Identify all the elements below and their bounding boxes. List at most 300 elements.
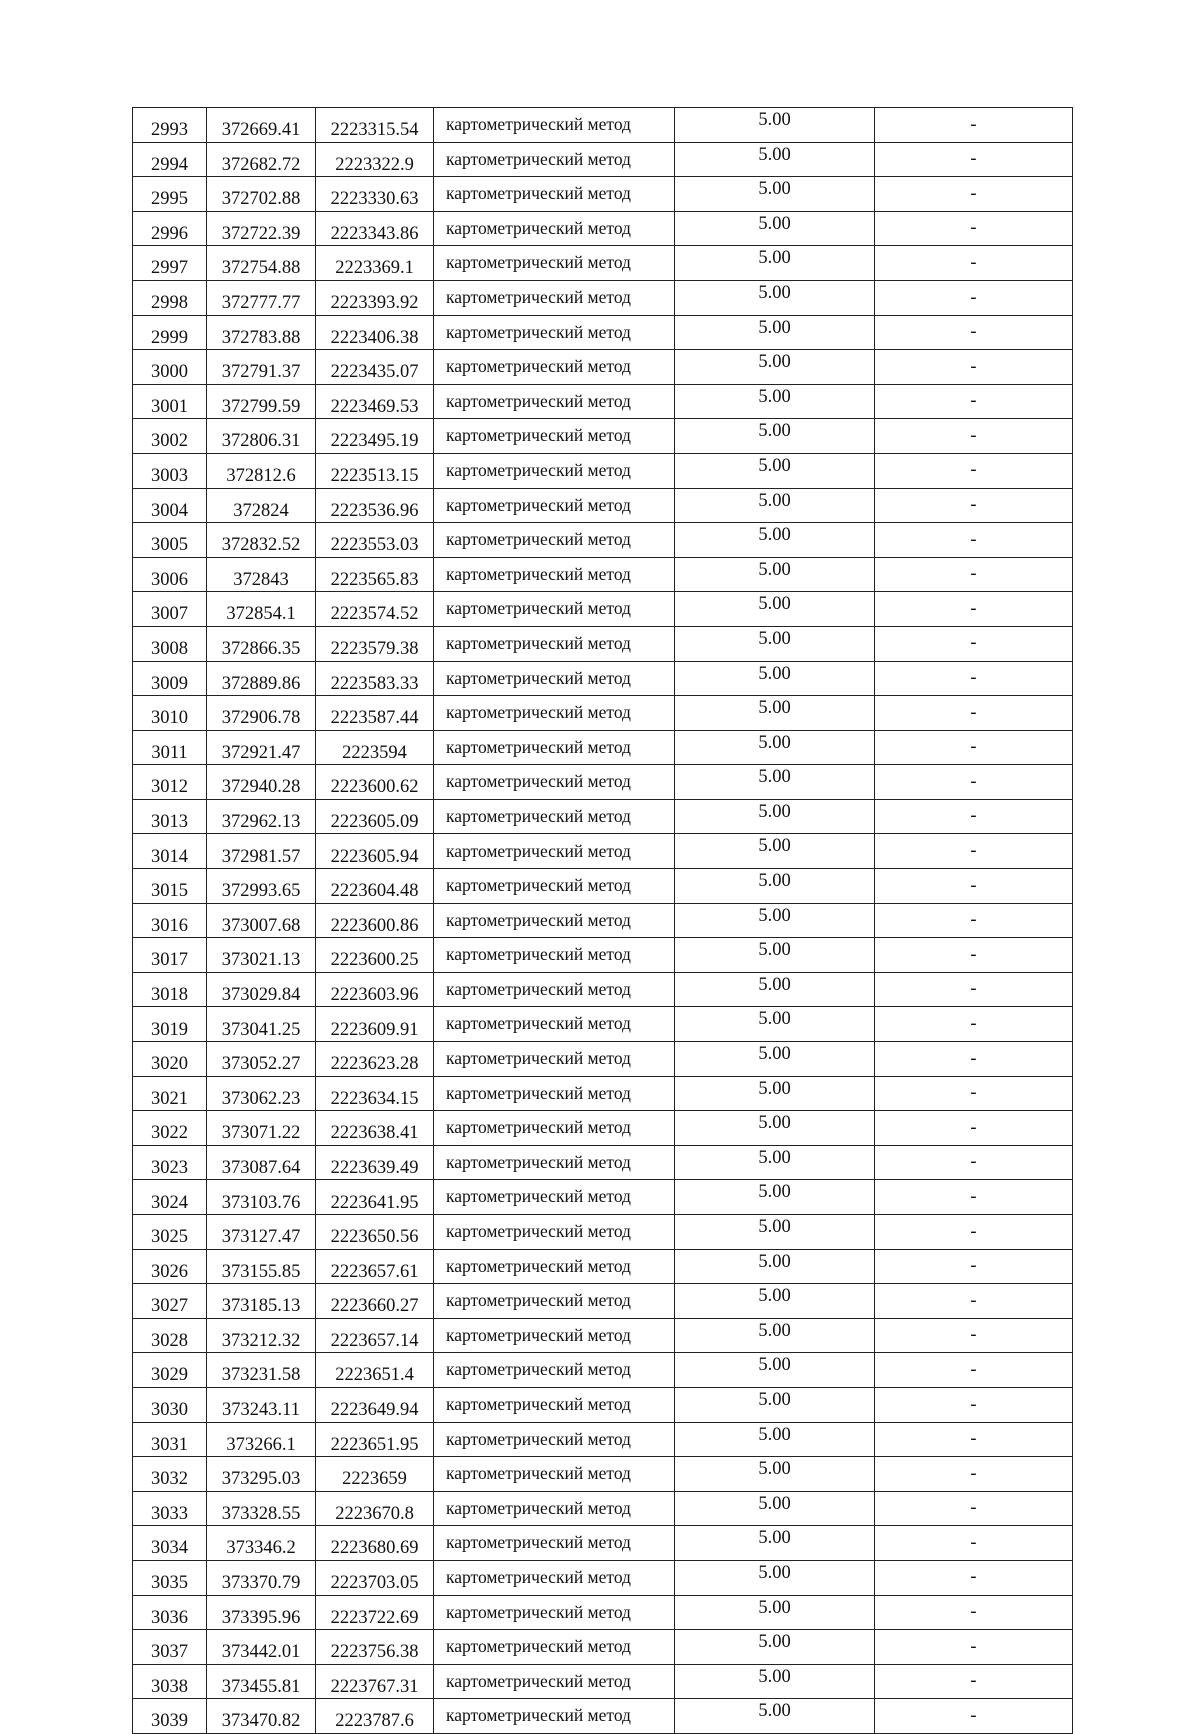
accuracy-cell: 5.00: [675, 315, 875, 350]
x-coordinate-cell: 373007.68: [207, 903, 316, 938]
table-row: [133, 557, 1073, 592]
y-coordinate-cell: 2223703.05: [316, 1560, 434, 1595]
description-cell: -: [875, 1042, 1073, 1077]
y-coordinate-cell: 2223330.63: [316, 177, 434, 212]
y-coordinate-cell: 2223587.44: [316, 696, 434, 731]
description-cell: -: [875, 730, 1073, 765]
point-number-cell: 3033: [133, 1491, 207, 1526]
y-coordinate-cell: 2223594: [316, 730, 434, 765]
y-coordinate-cell: 2223605.09: [316, 799, 434, 834]
method-cell: картометрический метод: [434, 557, 675, 592]
description-cell: -: [875, 1284, 1073, 1319]
method-cell: картометрический метод: [434, 592, 675, 627]
accuracy-cell: 5.00: [675, 661, 875, 696]
accuracy-cell: 5.00: [675, 730, 875, 765]
x-coordinate-cell: 372854.1: [207, 592, 316, 627]
description-cell: -: [875, 834, 1073, 869]
point-number-cell: 3021: [133, 1076, 207, 1111]
method-cell: картометрический метод: [434, 1457, 675, 1492]
table-row: [133, 1318, 1073, 1353]
accuracy-cell: 5.00: [675, 523, 875, 558]
y-coordinate-cell: 2223650.56: [316, 1215, 434, 1250]
method-cell: картометрический метод: [434, 1664, 675, 1699]
point-number-cell: 3024: [133, 1180, 207, 1215]
accuracy-cell: 5.00: [675, 211, 875, 246]
x-coordinate-cell: 373328.55: [207, 1491, 316, 1526]
x-coordinate-cell: 373052.27: [207, 1042, 316, 1077]
y-coordinate-cell: 2223603.96: [316, 972, 434, 1007]
accuracy-cell: 5.00: [675, 1180, 875, 1215]
y-coordinate-cell: 2223343.86: [316, 211, 434, 246]
y-coordinate-cell: 2223649.94: [316, 1387, 434, 1422]
x-coordinate-cell: 373212.32: [207, 1318, 316, 1353]
x-coordinate-cell: 372682.72: [207, 142, 316, 177]
y-coordinate-cell: 2223767.31: [316, 1664, 434, 1699]
table-row: [133, 488, 1073, 523]
x-coordinate-cell: 372866.35: [207, 626, 316, 661]
table-row: [133, 523, 1073, 558]
point-number-cell: 3032: [133, 1457, 207, 1492]
x-coordinate-cell: 373243.11: [207, 1387, 316, 1422]
x-coordinate-cell: 373370.79: [207, 1560, 316, 1595]
x-coordinate-cell: 372993.65: [207, 869, 316, 904]
method-cell: картометрический метод: [434, 1042, 675, 1077]
description-cell: -: [875, 523, 1073, 558]
table-row: [133, 903, 1073, 938]
x-coordinate-cell: 373103.76: [207, 1180, 316, 1215]
table-row: [133, 799, 1073, 834]
method-cell: картометрический метод: [434, 799, 675, 834]
accuracy-cell: 5.00: [675, 1145, 875, 1180]
accuracy-cell: 5.00: [675, 1595, 875, 1630]
y-coordinate-cell: 2223553.03: [316, 523, 434, 558]
y-coordinate-cell: 2223651.95: [316, 1422, 434, 1457]
method-cell: картометрический метод: [434, 315, 675, 350]
point-number-cell: 3008: [133, 626, 207, 661]
table-row: [133, 246, 1073, 281]
point-number-cell: 3009: [133, 661, 207, 696]
table-row: [133, 1249, 1073, 1284]
method-cell: картометрический метод: [434, 1699, 675, 1734]
method-cell: картометрический метод: [434, 350, 675, 385]
x-coordinate-cell: 373062.23: [207, 1076, 316, 1111]
x-coordinate-cell: 372806.31: [207, 419, 316, 454]
method-cell: картометрический метод: [434, 1180, 675, 1215]
accuracy-cell: 5.00: [675, 453, 875, 488]
y-coordinate-cell: 2223670.8: [316, 1491, 434, 1526]
y-coordinate-cell: 2223722.69: [316, 1595, 434, 1630]
table-row: [133, 384, 1073, 419]
description-cell: -: [875, 696, 1073, 731]
point-number-cell: 3018: [133, 972, 207, 1007]
table-row: [133, 1353, 1073, 1388]
accuracy-cell: 5.00: [675, 557, 875, 592]
table-row: [133, 1595, 1073, 1630]
description-cell: -: [875, 799, 1073, 834]
point-number-cell: 3022: [133, 1111, 207, 1146]
point-number-cell: 3003: [133, 453, 207, 488]
accuracy-cell: 5.00: [675, 869, 875, 904]
accuracy-cell: 5.00: [675, 1491, 875, 1526]
method-cell: картометрический метод: [434, 869, 675, 904]
table-row: [133, 1422, 1073, 1457]
y-coordinate-cell: 2223639.49: [316, 1145, 434, 1180]
y-coordinate-cell: 2223623.28: [316, 1042, 434, 1077]
description-cell: -: [875, 1353, 1073, 1388]
method-cell: картометрический метод: [434, 488, 675, 523]
y-coordinate-cell: 2223495.19: [316, 419, 434, 454]
y-coordinate-cell: 2223604.48: [316, 869, 434, 904]
point-number-cell: 3038: [133, 1664, 207, 1699]
x-coordinate-cell: 372722.39: [207, 211, 316, 246]
method-cell: картометрический метод: [434, 142, 675, 177]
point-number-cell: 3039: [133, 1699, 207, 1734]
description-cell: -: [875, 453, 1073, 488]
y-coordinate-cell: 2223322.9: [316, 142, 434, 177]
description-cell: -: [875, 1215, 1073, 1250]
point-number-cell: 3029: [133, 1353, 207, 1388]
table-row: [133, 938, 1073, 973]
x-coordinate-cell: 372843: [207, 557, 316, 592]
method-cell: картометрический метод: [434, 1387, 675, 1422]
description-cell: -: [875, 384, 1073, 419]
x-coordinate-cell: 372812.6: [207, 453, 316, 488]
accuracy-cell: 5.00: [675, 142, 875, 177]
table-row: [133, 1560, 1073, 1595]
point-number-cell: 3010: [133, 696, 207, 731]
point-number-cell: 2996: [133, 211, 207, 246]
point-number-cell: 3015: [133, 869, 207, 904]
x-coordinate-cell: 372981.57: [207, 834, 316, 869]
accuracy-cell: 5.00: [675, 1630, 875, 1665]
table-row: [133, 765, 1073, 800]
table-row: [133, 108, 1073, 143]
accuracy-cell: 5.00: [675, 1111, 875, 1146]
description-cell: -: [875, 488, 1073, 523]
method-cell: картометрический метод: [434, 1560, 675, 1595]
accuracy-cell: 5.00: [675, 1664, 875, 1699]
description-cell: -: [875, 1630, 1073, 1665]
x-coordinate-cell: 373231.58: [207, 1353, 316, 1388]
point-number-cell: 3020: [133, 1042, 207, 1077]
point-number-cell: 3035: [133, 1560, 207, 1595]
method-cell: картометрический метод: [434, 384, 675, 419]
method-cell: картометрический метод: [434, 1526, 675, 1561]
method-cell: картометрический метод: [434, 765, 675, 800]
table-row: [133, 350, 1073, 385]
x-coordinate-cell: 372906.78: [207, 696, 316, 731]
description-cell: -: [875, 557, 1073, 592]
y-coordinate-cell: 2223641.95: [316, 1180, 434, 1215]
y-coordinate-cell: 2223600.62: [316, 765, 434, 800]
description-cell: -: [875, 1422, 1073, 1457]
method-cell: картометрический метод: [434, 177, 675, 212]
description-cell: -: [875, 869, 1073, 904]
accuracy-cell: 5.00: [675, 972, 875, 1007]
description-cell: -: [875, 350, 1073, 385]
x-coordinate-cell: 372702.88: [207, 177, 316, 212]
coordinates-table: [132, 107, 1073, 1734]
y-coordinate-cell: 2223565.83: [316, 557, 434, 592]
point-number-cell: 3031: [133, 1422, 207, 1457]
table-row: [133, 834, 1073, 869]
method-cell: картометрический метод: [434, 1215, 675, 1250]
point-number-cell: 3011: [133, 730, 207, 765]
table-row: [133, 453, 1073, 488]
description-cell: -: [875, 903, 1073, 938]
point-number-cell: 3019: [133, 1007, 207, 1042]
method-cell: картометрический метод: [434, 938, 675, 973]
method-cell: картометрический метод: [434, 1353, 675, 1388]
method-cell: картометрический метод: [434, 246, 675, 281]
description-cell: -: [875, 592, 1073, 627]
y-coordinate-cell: 2223513.15: [316, 453, 434, 488]
x-coordinate-cell: 373071.22: [207, 1111, 316, 1146]
description-cell: -: [875, 1664, 1073, 1699]
method-cell: картометрический метод: [434, 1595, 675, 1630]
point-number-cell: 3025: [133, 1215, 207, 1250]
table-row: [133, 1111, 1073, 1146]
table-row: [133, 1076, 1073, 1111]
description-cell: -: [875, 315, 1073, 350]
table-row: [133, 1664, 1073, 1699]
accuracy-cell: 5.00: [675, 1560, 875, 1595]
accuracy-cell: 5.00: [675, 799, 875, 834]
table-row: [133, 1457, 1073, 1492]
description-cell: -: [875, 246, 1073, 281]
accuracy-cell: 5.00: [675, 384, 875, 419]
y-coordinate-cell: 2223574.52: [316, 592, 434, 627]
accuracy-cell: 5.00: [675, 108, 875, 143]
x-coordinate-cell: 372799.59: [207, 384, 316, 419]
point-number-cell: 3013: [133, 799, 207, 834]
coordinates-table-body: [133, 108, 1073, 1734]
point-number-cell: 3016: [133, 903, 207, 938]
y-coordinate-cell: 2223756.38: [316, 1630, 434, 1665]
method-cell: картометрический метод: [434, 730, 675, 765]
x-coordinate-cell: 373442.01: [207, 1630, 316, 1665]
point-number-cell: 3028: [133, 1318, 207, 1353]
table-row: [133, 869, 1073, 904]
y-coordinate-cell: 2223657.14: [316, 1318, 434, 1353]
x-coordinate-cell: 373041.25: [207, 1007, 316, 1042]
method-cell: картометрический метод: [434, 1630, 675, 1665]
method-cell: картометрический метод: [434, 1145, 675, 1180]
description-cell: -: [875, 108, 1073, 143]
description-cell: -: [875, 1560, 1073, 1595]
method-cell: картометрический метод: [434, 211, 675, 246]
accuracy-cell: 5.00: [675, 246, 875, 281]
description-cell: -: [875, 142, 1073, 177]
table-row: [133, 1630, 1073, 1665]
method-cell: картометрический метод: [434, 523, 675, 558]
point-number-cell: 2993: [133, 108, 207, 143]
y-coordinate-cell: 2223579.38: [316, 626, 434, 661]
accuracy-cell: 5.00: [675, 1076, 875, 1111]
accuracy-cell: 5.00: [675, 903, 875, 938]
accuracy-cell: 5.00: [675, 1699, 875, 1734]
x-coordinate-cell: 373087.64: [207, 1145, 316, 1180]
description-cell: -: [875, 1318, 1073, 1353]
point-number-cell: 3026: [133, 1249, 207, 1284]
point-number-cell: 3005: [133, 523, 207, 558]
accuracy-cell: 5.00: [675, 177, 875, 212]
method-cell: картометрический метод: [434, 1422, 675, 1457]
x-coordinate-cell: 373295.03: [207, 1457, 316, 1492]
x-coordinate-cell: 372889.86: [207, 661, 316, 696]
accuracy-cell: 5.00: [675, 696, 875, 731]
point-number-cell: 3034: [133, 1526, 207, 1561]
description-cell: -: [875, 1699, 1073, 1734]
table-row: [133, 1387, 1073, 1422]
y-coordinate-cell: 2223600.25: [316, 938, 434, 973]
accuracy-cell: 5.00: [675, 1007, 875, 1042]
y-coordinate-cell: 2223680.69: [316, 1526, 434, 1561]
y-coordinate-cell: 2223600.86: [316, 903, 434, 938]
accuracy-cell: 5.00: [675, 1284, 875, 1319]
table-row: [133, 1526, 1073, 1561]
description-cell: -: [875, 1076, 1073, 1111]
y-coordinate-cell: 2223406.38: [316, 315, 434, 350]
accuracy-cell: 5.00: [675, 280, 875, 315]
x-coordinate-cell: 372669.41: [207, 108, 316, 143]
method-cell: картометрический метод: [434, 1284, 675, 1319]
x-coordinate-cell: 372962.13: [207, 799, 316, 834]
point-number-cell: 2999: [133, 315, 207, 350]
point-number-cell: 3002: [133, 419, 207, 454]
point-number-cell: 3007: [133, 592, 207, 627]
point-number-cell: 3027: [133, 1284, 207, 1319]
point-number-cell: 2995: [133, 177, 207, 212]
point-number-cell: 2994: [133, 142, 207, 177]
x-coordinate-cell: 373266.1: [207, 1422, 316, 1457]
table-row: [133, 730, 1073, 765]
method-cell: картометрический метод: [434, 903, 675, 938]
y-coordinate-cell: 2223634.15: [316, 1076, 434, 1111]
accuracy-cell: 5.00: [675, 1215, 875, 1250]
y-coordinate-cell: 2223651.4: [316, 1353, 434, 1388]
y-coordinate-cell: 2223659: [316, 1457, 434, 1492]
method-cell: картометрический метод: [434, 661, 675, 696]
table-row: [133, 280, 1073, 315]
x-coordinate-cell: 372791.37: [207, 350, 316, 385]
method-cell: картометрический метод: [434, 1249, 675, 1284]
accuracy-cell: 5.00: [675, 834, 875, 869]
y-coordinate-cell: 2223369.1: [316, 246, 434, 281]
x-coordinate-cell: 373455.81: [207, 1664, 316, 1699]
y-coordinate-cell: 2223435.07: [316, 350, 434, 385]
y-coordinate-cell: 2223660.27: [316, 1284, 434, 1319]
y-coordinate-cell: 2223536.96: [316, 488, 434, 523]
method-cell: картометрический метод: [434, 1111, 675, 1146]
description-cell: -: [875, 1457, 1073, 1492]
point-number-cell: 3017: [133, 938, 207, 973]
description-cell: -: [875, 661, 1073, 696]
x-coordinate-cell: 372783.88: [207, 315, 316, 350]
accuracy-cell: 5.00: [675, 1353, 875, 1388]
accuracy-cell: 5.00: [675, 938, 875, 973]
y-coordinate-cell: 2223315.54: [316, 108, 434, 143]
point-number-cell: 2998: [133, 280, 207, 315]
method-cell: картометрический метод: [434, 1076, 675, 1111]
point-number-cell: 3037: [133, 1630, 207, 1665]
table-row: [133, 1699, 1073, 1734]
x-coordinate-cell: 373470.82: [207, 1699, 316, 1734]
table-row: [133, 177, 1073, 212]
x-coordinate-cell: 373021.13: [207, 938, 316, 973]
method-cell: картометрический метод: [434, 972, 675, 1007]
accuracy-cell: 5.00: [675, 1457, 875, 1492]
x-coordinate-cell: 372921.47: [207, 730, 316, 765]
x-coordinate-cell: 373346.2: [207, 1526, 316, 1561]
point-number-cell: 3030: [133, 1387, 207, 1422]
table-row: [133, 419, 1073, 454]
x-coordinate-cell: 372777.77: [207, 280, 316, 315]
point-number-cell: 3012: [133, 765, 207, 800]
table-row: [133, 626, 1073, 661]
description-cell: -: [875, 1145, 1073, 1180]
table-row: [133, 1215, 1073, 1250]
y-coordinate-cell: 2223605.94: [316, 834, 434, 869]
accuracy-cell: 5.00: [675, 1387, 875, 1422]
description-cell: -: [875, 938, 1073, 973]
y-coordinate-cell: 2223609.91: [316, 1007, 434, 1042]
table-row: [133, 315, 1073, 350]
description-cell: -: [875, 626, 1073, 661]
description-cell: -: [875, 1387, 1073, 1422]
point-number-cell: 2997: [133, 246, 207, 281]
table-row: [133, 1042, 1073, 1077]
method-cell: картометрический метод: [434, 453, 675, 488]
x-coordinate-cell: 373029.84: [207, 972, 316, 1007]
x-coordinate-cell: 373127.47: [207, 1215, 316, 1250]
method-cell: картометрический метод: [434, 108, 675, 143]
accuracy-cell: 5.00: [675, 1042, 875, 1077]
table-row: [133, 696, 1073, 731]
x-coordinate-cell: 372754.88: [207, 246, 316, 281]
method-cell: картометрический метод: [434, 834, 675, 869]
table-row: [133, 142, 1073, 177]
description-cell: -: [875, 1007, 1073, 1042]
method-cell: картометрический метод: [434, 626, 675, 661]
y-coordinate-cell: 2223583.33: [316, 661, 434, 696]
table-row: [133, 972, 1073, 1007]
method-cell: картометрический метод: [434, 280, 675, 315]
method-cell: картометрический метод: [434, 1491, 675, 1526]
accuracy-cell: 5.00: [675, 488, 875, 523]
point-number-cell: 3000: [133, 350, 207, 385]
table-row: [133, 1491, 1073, 1526]
table-row: [133, 1007, 1073, 1042]
y-coordinate-cell: 2223787.6: [316, 1699, 434, 1734]
accuracy-cell: 5.00: [675, 1249, 875, 1284]
description-cell: -: [875, 419, 1073, 454]
method-cell: картометрический метод: [434, 1318, 675, 1353]
x-coordinate-cell: 372832.52: [207, 523, 316, 558]
accuracy-cell: 5.00: [675, 626, 875, 661]
table-row: [133, 211, 1073, 246]
table-row: [133, 1145, 1073, 1180]
description-cell: -: [875, 1526, 1073, 1561]
x-coordinate-cell: 373395.96: [207, 1595, 316, 1630]
accuracy-cell: 5.00: [675, 1422, 875, 1457]
table-row: [133, 1180, 1073, 1215]
description-cell: -: [875, 1249, 1073, 1284]
accuracy-cell: 5.00: [675, 419, 875, 454]
accuracy-cell: 5.00: [675, 592, 875, 627]
method-cell: картометрический метод: [434, 419, 675, 454]
y-coordinate-cell: 2223393.92: [316, 280, 434, 315]
